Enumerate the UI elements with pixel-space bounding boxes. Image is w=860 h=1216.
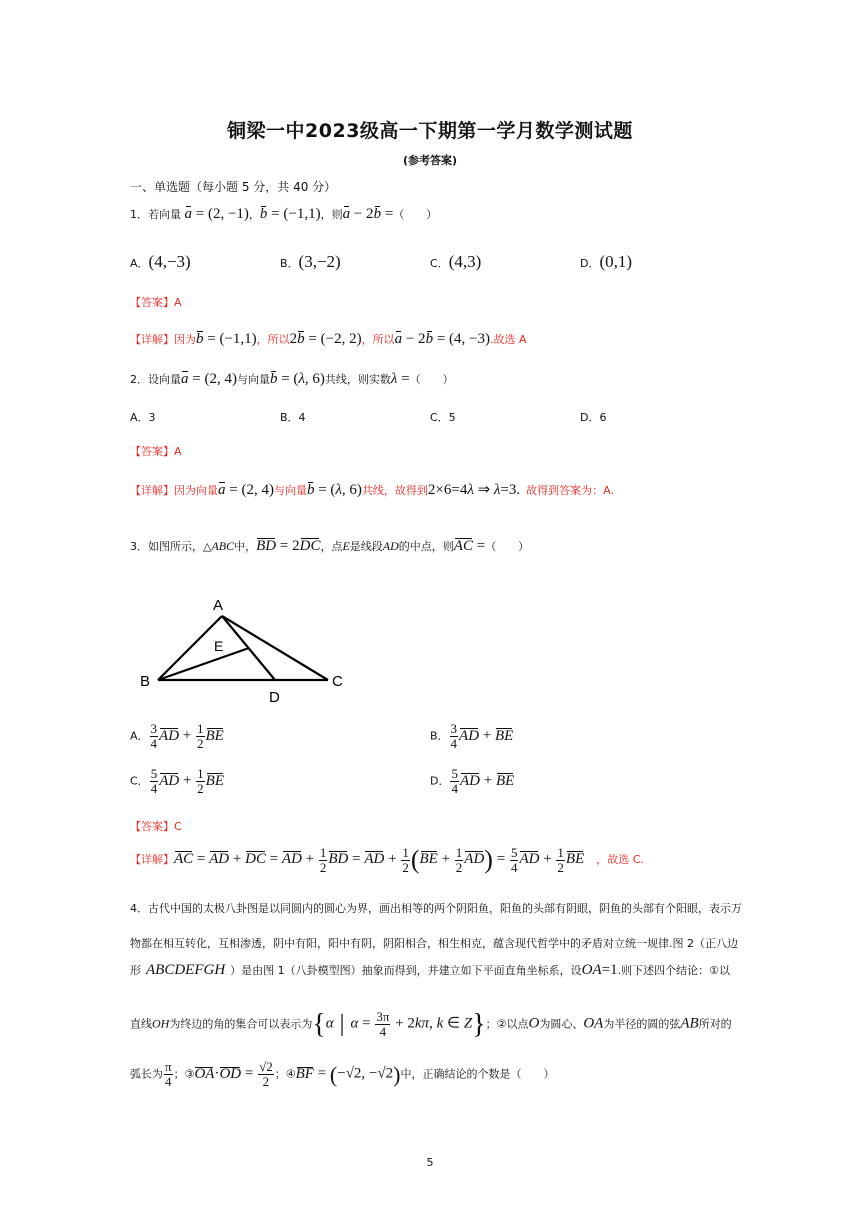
- q1-option-c-label: C．: [430, 257, 449, 270]
- q1-then: ，则: [320, 208, 343, 221]
- q4-line5d: 中，正确结论的个数是（ ）: [400, 1067, 555, 1081]
- q1-option-c: [430, 252, 481, 272]
- q4-line-4: 直线OH为终边的角的集合可以表示为{α | α = $\frac{3\pi}{4}$ + 2kπ, k ∈ Z}；②以点O为圆心、OA为半径的圆的弦AB所对的: [130, 1009, 732, 1040]
- q3-triangle: ABC: [211, 539, 235, 553]
- q3-blank: （ ）: [485, 540, 530, 553]
- q4-line4h: 为半径的圆的弦: [603, 1017, 681, 1031]
- q3-segment: AD: [382, 539, 399, 553]
- q2-mid2: 共线，则实数: [324, 373, 391, 386]
- q4-octagon: ABCDEFGH: [146, 962, 226, 978]
- q3-detail: 【详解】AC = AD + DC = AD + $\frac{1}{2}$ BD = AD + $\frac{1}{2}$ (BE + $\frac{1}{2}$ AD) = $\frac{5}{4}$ AD + $\frac{1}{2}$ BE ，故选 C.: [130, 844, 644, 875]
- q2-detail-4: 故得到答案为：A.: [526, 484, 614, 497]
- q3-option-b: B． $\frac{3}{4}$ AD + BE: [430, 721, 514, 751]
- q3-point-e: E: [342, 539, 350, 553]
- q3-option-d-label: D．: [430, 774, 450, 788]
- q3-stem: 3．如图所示，△: [130, 540, 212, 553]
- q1-blank: （ ）: [393, 208, 438, 221]
- question-3: 3．如图所示，△ABC中，BD = 2DC，点E是线段AD的中点，则AC =（ ）: [130, 538, 530, 554]
- q3-option-a: A． $\frac{3}{4}$ AD + $\frac{1}{2}$ BE: [130, 721, 224, 751]
- q4-oa: OA: [581, 962, 602, 978]
- q1-option-a-label: A．: [130, 257, 149, 270]
- q1-detail-2: ，所以: [256, 333, 290, 346]
- q1-detail-4: .故选 A: [489, 333, 527, 346]
- q2-stem: 2．设向量: [130, 373, 181, 386]
- question-1: 1．若向量 a = (2, −1)，b = (−1,1)，则a − 2b =（ ）: [130, 206, 438, 222]
- q1-answer: 【答案】A: [130, 296, 182, 309]
- q2-option-d: D．6: [580, 411, 607, 424]
- figure-label-e: E: [214, 638, 224, 654]
- q3-mid4: 的中点，则: [398, 540, 454, 553]
- q2-detail-2: 与向量: [273, 484, 307, 497]
- q1-option-d-label: D．: [580, 257, 600, 270]
- q2-answer: 【答案】A: [130, 445, 182, 458]
- q1-detail-3: ，所以: [361, 333, 395, 346]
- q3-option-c-label: C．: [130, 774, 149, 788]
- figure-label-a: A: [213, 597, 224, 614]
- q2-blank: （ ）: [409, 373, 454, 386]
- q1-option-a-value: (4,−3): [148, 252, 191, 271]
- question-2: 2．设向量a = (2, 4)与向量b = (λ, 6)共线，则实数λ =（ ）: [130, 371, 454, 387]
- q4-oh: OH: [152, 1016, 170, 1031]
- q3-mid3: 是线段: [349, 540, 383, 553]
- q1-stem: 1．若向量: [130, 208, 181, 221]
- q2-option-b: B．4: [280, 411, 306, 424]
- q1-option-b: [280, 252, 341, 272]
- q4-line4c: 为终边的角的集合可以表示为: [169, 1017, 313, 1031]
- q4-ab: AB: [680, 1015, 699, 1032]
- section-heading: 一、单选题（每小题 5 分，共 40 分）: [130, 180, 337, 194]
- q1-sep: ，: [248, 208, 260, 221]
- q4-line4a: 直线: [130, 1017, 152, 1031]
- q1-detail: 【详解】因为b = (−1,1)，所以2b = (−2, 2)，所以a − 2b = (4, −3).故选 A: [130, 331, 527, 347]
- q4-line4j: 所对的: [698, 1017, 732, 1031]
- page-number: 5: [426, 1156, 434, 1169]
- q4-line5b: ；③: [173, 1067, 195, 1081]
- q2-option-a: A．3: [130, 411, 156, 424]
- q4-line3c: ）是由图 1（八卦模型图）抽象而得到，并建立如下平面直角坐标系，设: [230, 964, 582, 977]
- q3-detail-end: ，故选 C.: [596, 853, 644, 866]
- page-subtitle: (参考答案): [402, 154, 458, 167]
- q3-option-d: D． $\frac{5}{4}$ AD + BE: [430, 766, 515, 796]
- q3-option-b-label: B．: [430, 729, 449, 743]
- q4-line-1: 4．古代中国的太极八卦图是以同圆内的圆心为界，画出相等的两个阴阳鱼，阳鱼的头部有阴眼，阴鱼的头部有个阳眼，表示万: [130, 902, 742, 915]
- q3-mid2: ，点: [320, 540, 343, 553]
- q2-mid1: 与向量: [236, 373, 270, 386]
- q3-answer: 【答案】C: [130, 820, 182, 833]
- q1-option-d-value: (0,1): [599, 252, 633, 271]
- q3-mid1: 中，: [234, 540, 257, 553]
- q1-detail-1: 因为: [174, 333, 196, 346]
- q4-line5a: 弧长为: [130, 1067, 163, 1081]
- q2-option-c: C．5: [430, 411, 456, 424]
- figure-label-d: D: [269, 689, 280, 706]
- q1-option-a: [130, 252, 191, 272]
- q3-option-c: C． $\frac{5}{4}$ AD + $\frac{1}{2}$ BE: [130, 766, 224, 796]
- q2-detail-3: 共线，故得到: [361, 484, 428, 497]
- figure-label-b: B: [140, 673, 151, 690]
- q4-oa-2: OA: [583, 1015, 604, 1032]
- q4-line-5: 弧长为 $\frac{\pi}{4}$ ；③OA·OD = $\frac{√2}{2}$ ；④BF = (−√2, −√2)中，正确结论的个数是（ ）: [130, 1059, 555, 1089]
- q1-option-b-value: (3,−2): [298, 252, 341, 271]
- q1-option-b-label: B．: [280, 257, 299, 270]
- page-title: 铜梁一中2023级高一下期第一学月数学测试题: [227, 120, 633, 142]
- q4-point-o: O: [528, 1015, 540, 1032]
- q4-line3a: 形: [130, 964, 141, 977]
- figure-label-c: C: [332, 673, 343, 690]
- q1-option-d: [580, 252, 632, 272]
- q3-detail-label: 【详解】: [130, 853, 174, 866]
- q4-eq1: =1: [601, 962, 618, 978]
- q1-option-c-value: (4,3): [448, 252, 482, 271]
- q2-detail-label: 【详解】: [130, 484, 174, 497]
- q4-line4f: 为圆心、: [539, 1017, 584, 1031]
- q4-line-2: 物都在相互转化，互相渗透，阴中有阳，阳中有阴，阴阳相合，相生相克，蕴含现代哲学中的矛盾对立统一规律.图 2（正八边: [130, 937, 738, 950]
- q2-detail: 【详解】因为向量a = (2, 4)与向量b = (λ, 6)共线，故得到2×6=4λ ⇒ λ=3. 故得到答案为：A.: [130, 482, 614, 498]
- q4-line4d: ；②以点: [485, 1017, 529, 1031]
- q3-option-a-label: A．: [130, 729, 149, 743]
- q4-line5c: ；④: [274, 1067, 296, 1081]
- q4-line3f: .则下述四个结论：①以: [617, 964, 730, 977]
- triangle-figure: [130, 590, 360, 710]
- q4-line-3: [130, 963, 730, 978]
- q2-detail-1: 因为向量: [174, 484, 218, 497]
- q1-detail-label: 【详解】: [130, 333, 174, 346]
